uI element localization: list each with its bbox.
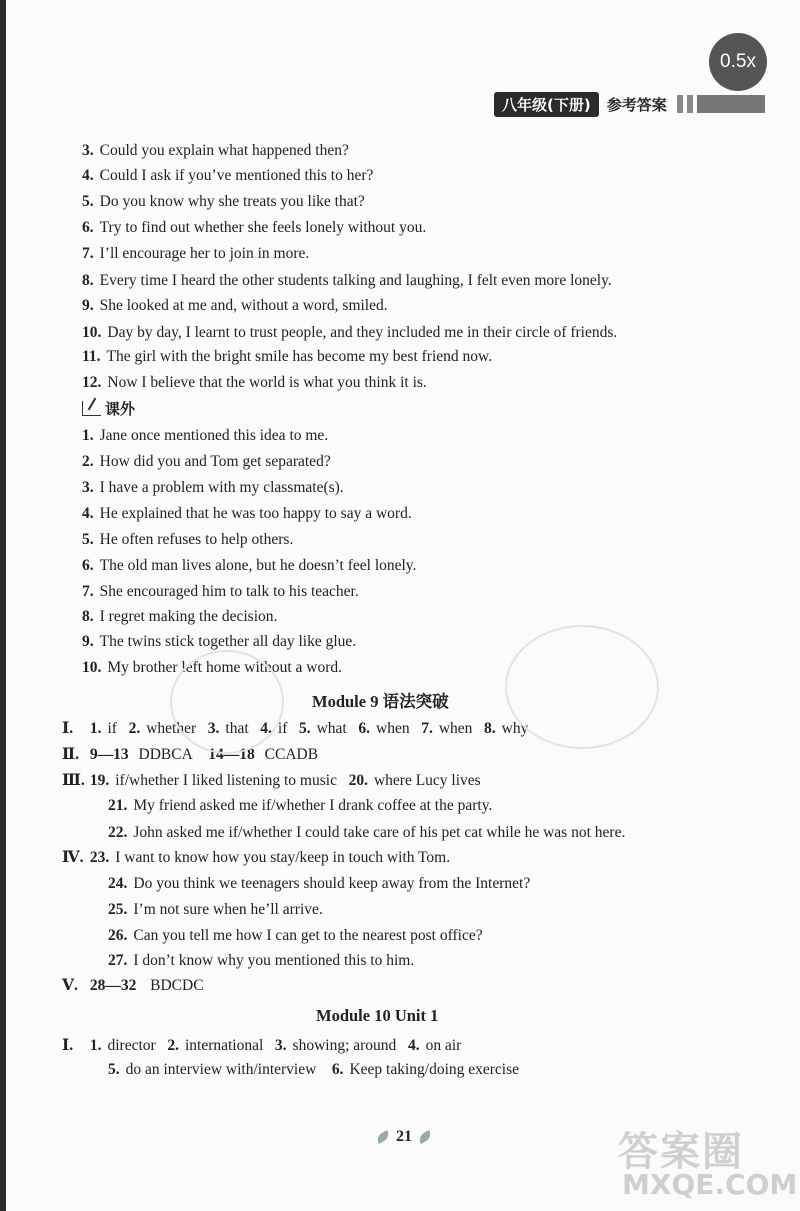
m10-section-1: Ⅰ. 1. director 2. international 3. showing; around 4. on air [62, 1037, 462, 1054]
m9-section-4: Ⅳ. 23. I want to know how you stay/keep in touch with Tom. [62, 849, 451, 866]
header-grade: 八年级(下册) [494, 92, 599, 117]
list-item: 27. I don’t know why you mentioned this to him. [108, 952, 415, 969]
watermark-stamp [505, 625, 659, 749]
list-item: 2. How did you and Tom get separated? [82, 453, 331, 470]
list-item: 12. Now I believe that the world is what you think it is. [82, 374, 427, 391]
page-number: 21 [396, 1128, 412, 1145]
m9-section-3: Ⅲ. 19. if/whether I liked listening to music 20. where Lucy lives [62, 772, 481, 789]
list-item: 3. I have a problem with my classmate(s). [82, 479, 344, 496]
list-item: 10. My brother left home without a word. [82, 659, 342, 676]
list-item: 6. The old man lives alone, but he doesn’t feel lonely. [82, 557, 417, 574]
list-item: 7. I’ll encourage her to join in more. [82, 245, 310, 262]
page-edge [0, 0, 6, 1211]
module10-title: Module 10 Unit 1 [316, 1006, 439, 1025]
list-item: 7. She encouraged him to talk to his teacher. [82, 583, 359, 600]
list-item: 25. I’m not sure when he’ll arrive. [108, 901, 323, 918]
module9-title: Module 9 语法突破 [312, 692, 449, 711]
list-item: 4. He explained that he was too happy to say a word. [82, 505, 412, 522]
watermark-stamp [170, 650, 284, 754]
list-item: 24. Do you think we teenagers should keep away from the Internet? [108, 875, 531, 892]
zoom-badge[interactable]: 0.5x [709, 33, 767, 91]
list-item: 3. Could you explain what happened then? [82, 142, 349, 159]
m9-section-1: Ⅰ. 1. if 2. whether 3. that 4. if 5. what 6. when 7. when 8. why [62, 720, 529, 737]
list-item: 22. John asked me if/whether I could take care of his pet cat while he was not here. [108, 824, 626, 841]
watermark-brand: 答案圈 [618, 1129, 744, 1175]
list-item: 10. Day by day, I learnt to trust people, and they included me in their circle of friends. [82, 324, 618, 341]
list-item: 8. I regret making the decision. [82, 608, 278, 625]
list-item: 5. do an interview with/interview 6. Keep taking/doing exercise [108, 1061, 520, 1078]
list-item: 6. Try to find out whether she feels lonely without you. [82, 219, 427, 236]
list-item: 5. Do you know why she treats you like that? [82, 193, 365, 210]
list-item: 1. Jane once mentioned this idea to me. [82, 427, 329, 444]
list-item: 5. He often refuses to help others. [82, 531, 294, 548]
list-item: 4. Could I ask if you’ve mentioned this to her? [82, 167, 374, 184]
list-item: 21. My friend asked me if/whether I drank coffee at the party. [108, 797, 493, 814]
watermark-url: MXQE.COM [622, 1168, 798, 1201]
m9-section-5: Ⅴ. 28—32 BDCDC [62, 977, 204, 994]
header-decoration [677, 95, 769, 113]
list-item: 11. The girl with the bright smile has become my best friend now. [82, 348, 493, 365]
list-item: 26. Can you tell me how I can get to the nearest post office? [108, 927, 483, 944]
leaf-icon [375, 1130, 391, 1144]
m9-section-2: Ⅱ. 9—13 DDBCA 14—18 CCADB [62, 746, 319, 763]
list-item: 9. The twins stick together all day like glue. [82, 633, 357, 650]
header-answer: 参考答案 [606, 95, 667, 114]
list-item: 8. Every time I heard the other students talking and laughing, I felt even more lonely. [82, 272, 612, 289]
page-footer [370, 1128, 438, 1146]
leaf-icon [417, 1130, 433, 1144]
header-label [494, 92, 769, 116]
list-item: 9. She looked at me and, without a word, smiled. [82, 297, 388, 314]
pen-book-icon [82, 401, 101, 416]
section-label-kewai: 课外 [82, 399, 135, 420]
